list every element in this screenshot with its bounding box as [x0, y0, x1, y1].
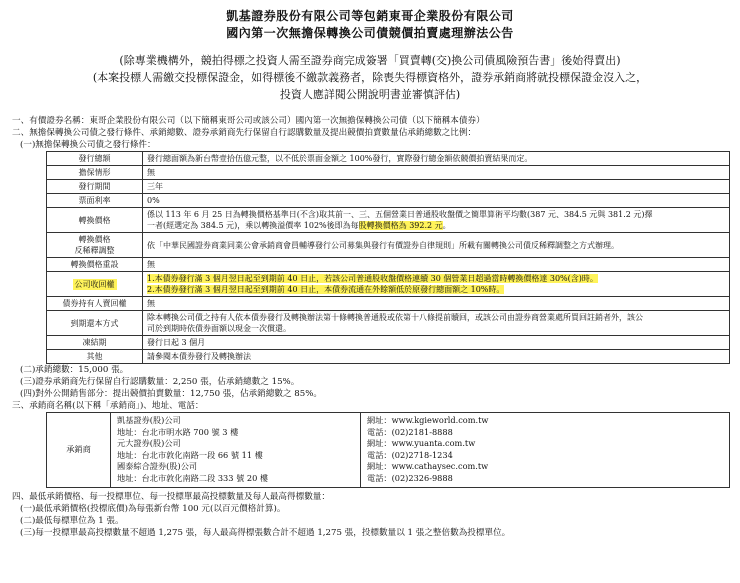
conversion-price-line1: 係以 113 年 6 月 25 日為轉換價格基準日(不含)取其前一、三、五個營業日普通股收盤價之簡單算術平均數(387 元、384.5 元與 381.2 元)擇 — [147, 210, 653, 219]
section-4-3: (三)每一投標單最高投標數量不超過 1,275 張，每人最高得標張數合計不超過 1,275 張，投標數量以 1 張之整倍數為投標單位。 — [20, 527, 511, 538]
table-row — [47, 413, 730, 488]
underwriter-2-address: 地址：台北市敦化南路一段 66 號 11 樓 — [117, 449, 263, 460]
table-row — [47, 233, 730, 258]
section-2-1: (一)無擔保轉換公司債之發行條件： — [20, 140, 156, 150]
call-right-label: 公司收回權 — [74, 279, 115, 289]
table-row — [47, 336, 730, 350]
underwriter-1-address: 地址：台北市明水路 700 號 3 樓 — [117, 426, 239, 437]
spec-value: 發行總面額為新台幣壹拾伍億元整，以不低於票面金額之 100%發行，實際發行總金額依競價拍賣結果而定。 — [143, 152, 730, 166]
spec-value: 無 — [143, 166, 730, 180]
section-3: 三、承銷商名稱(以下稱「承銷商」)、地址、電話： — [12, 401, 204, 411]
section-2-4: (四)對外公開銷售部分：提出競價拍賣數量：12,750 張，佔承銷總數之 85%。 — [20, 389, 322, 399]
reset-label: 轉換價格重設 — [47, 258, 143, 272]
spec-label: 擔保情形 — [47, 166, 143, 180]
underwriter-2-website: 網址：www.yuanta.com.tw — [367, 438, 476, 449]
maturity-line1: 除本轉換公司債之持有人依本債券發行及轉換辦法第十條轉換普通股或依第十八條提前贖回，或該公司由證券商營業處所買回註銷者外，該公 — [147, 313, 643, 322]
table-row — [47, 152, 730, 166]
conversion-price-highlight: 股轉換價格為 392.2 元 — [358, 221, 443, 230]
deposit-notice-line2: 投資人應詳閱公開說明書並審慎評估) — [279, 88, 461, 101]
conversion-price-line2-end: 。 — [442, 221, 451, 230]
table-row — [47, 350, 730, 364]
call-right-line1 — [147, 273, 725, 284]
issuance-terms-table — [46, 151, 730, 364]
doc-title-line1: 凱基證券股份有限公司等包銷東哥企業股份有限公司 — [226, 9, 514, 23]
reset-value: 無 — [143, 258, 730, 272]
anti-dilution-label-line2: 反稀釋調整 — [74, 246, 115, 255]
table-row — [47, 208, 730, 233]
section-4-1: (一)最低承銷價格(投標底價)為每張新台幣 100 元(以百元價格計算)。 — [20, 503, 286, 514]
underwriter-3-phone: 電話：(02)2326-9888 — [367, 472, 453, 483]
spec-value: 0% — [143, 194, 730, 208]
spec-value: 三年 — [143, 180, 730, 194]
spec-label: 發行總額 — [47, 152, 143, 166]
call-right-line2-text: 2.本債券發行滿 3 個月翌日起至到期前 40 日止，本債券流通在外餘額低於原發行總面額之 10%時。 — [147, 285, 505, 294]
underwriter-table — [46, 412, 730, 488]
lockup-label: 凍結期 — [47, 336, 143, 350]
table-row — [47, 272, 730, 297]
call-right-line2 — [147, 284, 725, 295]
spec-label: 發行期間 — [47, 180, 143, 194]
section-4-2: (二)最低每標單位為 1 張。 — [20, 515, 124, 526]
anti-dilution-value: 依「中華民國證券商業同業公會承銷商會員輔導發行公司募集與發行有價證券自律規則」所載有關轉換公司債反稀釋調整之方式辦理。 — [143, 233, 730, 258]
table-row — [47, 166, 730, 180]
spec-label: 票面利率 — [47, 194, 143, 208]
maturity-line2: 司於到期時依債券面額以現金一次償還。 — [147, 324, 291, 333]
section-2-3: (三)證券承銷商先行保留自行認購數量：2,250 張，佔承銷總數之 15%。 — [20, 377, 300, 387]
underwriter-label: 承銷商 — [47, 413, 111, 488]
underwriter-2-phone: 電話：(02)2718-1234 — [367, 449, 453, 460]
maturity-label: 到期還本方式 — [47, 311, 143, 336]
table-row — [47, 311, 730, 336]
table-row — [47, 258, 730, 272]
underwriter-1-website: 網址：www.kgieworld.com.tw — [367, 415, 489, 425]
underwriter-3-website: 網址：www.cathaysec.com.tw — [367, 461, 489, 472]
other-label: 其他 — [47, 350, 143, 364]
underwriter-1-name: 凱基證券(股)公司 — [117, 415, 181, 425]
doc-title-line2: 國內第一次無擔保轉換公司債競價拍賣處理辦法公告 — [226, 26, 514, 40]
underwriter-1-phone: 電話：(02)2181-8888 — [367, 426, 453, 437]
section-2-2: (二)承銷總數：15,000 張。 — [20, 365, 129, 375]
table-row — [47, 297, 730, 311]
call-right-value — [143, 272, 730, 297]
section-1: 一、有價證券名稱：東哥企業股份有限公司（以下簡稱東哥公司或該公司）國內第一次無擔保轉換公司債（以下簡稱本債券） — [12, 116, 485, 126]
maturity-value — [143, 311, 730, 336]
section-4: 四、最低承銷價格、每一投標單位、每一投標單最高投標數量及每人最高得標數量： — [12, 491, 330, 502]
underwriter-2-name: 元大證券(股)公司 — [117, 438, 181, 449]
call-right-label-cell — [47, 272, 143, 297]
conversion-price-line2 — [147, 220, 725, 231]
underwriter-3-name: 國泰綜合證券(股)公司 — [117, 461, 198, 472]
anti-dilution-label-line1: 轉換價格 — [78, 235, 111, 244]
anti-dilution-label — [47, 233, 143, 258]
conversion-price-value — [143, 208, 730, 233]
underwriter-3-address: 地址：台北市敦化南路二段 333 號 20 樓 — [117, 472, 269, 483]
put-right-value: 無 — [143, 297, 730, 311]
lockup-value: 發行日起 3 個月 — [143, 336, 730, 350]
risk-warning: (除專業機構外，競拍得標之投資人需至證券商完成簽署「買賣轉(交)換公司債風險預告書」後始得賣出) — [119, 54, 621, 67]
put-right-label: 債券持有人賣回權 — [47, 297, 143, 311]
underwriter-names — [111, 413, 361, 488]
deposit-notice-line1: (本案投標人需繳交投標保證金，如得標後不繳款義務者，除喪失得標資格外，證券承銷商將就投標保證金沒入之， — [92, 71, 648, 84]
table-row — [47, 180, 730, 194]
conversion-price-line2-text: 一者(經選定為 384.5 元)，乘以轉換溢價率 102%後即為每 — [147, 221, 359, 230]
section-2: 二、無擔保轉換公司債之發行條件、承銷總數、證券承銷商先行保留自行認購數量及提出競價拍賣數量佔承銷總數之比例： — [12, 128, 477, 138]
other-value: 請參閱本債券發行及轉換辦法 — [143, 350, 730, 364]
call-right-line1-text: 1.本債券發行滿 3 個月翌日起至到期前 40 日止，若該公司普通股收盤價格連續 30 個營業日超過當時轉換價格達 30%(含)時。 — [147, 274, 598, 283]
underwriter-contacts — [361, 413, 730, 488]
conversion-price-label: 轉換價格 — [47, 208, 143, 233]
table-row — [47, 194, 730, 208]
